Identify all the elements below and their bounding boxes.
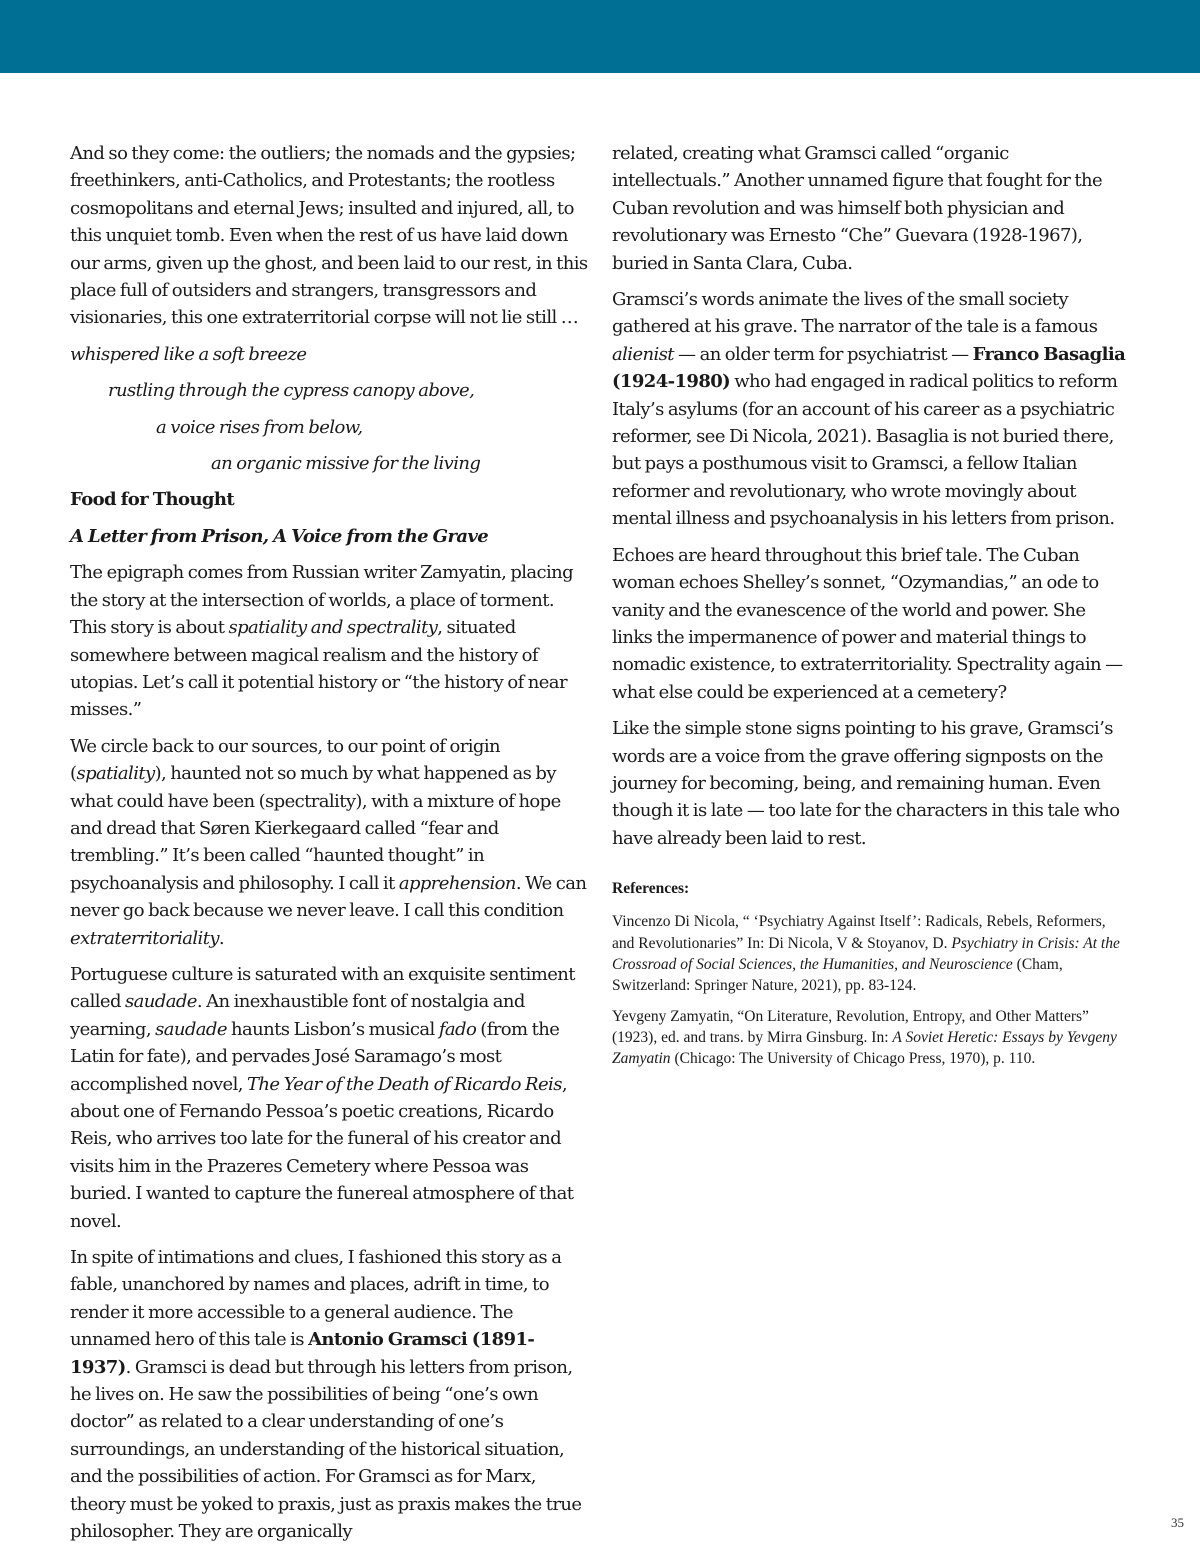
section-heading: Food for Thought — [70, 489, 235, 511]
poem-line: whispered like a soft breeze — [70, 343, 307, 365]
intro-paragraph: And so they come: the outliers; the nomads and the gypsies; freethinkers, anti-Catholics, and Protestants; the rootless cosmopolitans and eternal Jews; insulted and injured, all, to this unquiet tomb. Even when the rest of us have laid down our arms, given up the ghost, and been laid to our rest, in this place full of outsiders and strangers, transgressors and visionaries, this one extraterritorial corpse will not lie still … — [70, 143, 588, 329]
echoes-paragraph: Echoes are heard throughout this brief tale. The Cuban woman echoes Shelley’s sonnet, “Ozymandias,” an ode to vanity and the evanescence of the world and power. She links the impermanence of power and material things to nomadic existence, to extraterritoriality. Spectrality again — what else could be experienced at a cemetery? — [612, 544, 1123, 703]
words-paragraph: Gramsci’s words animate the lives of the small society gathered at his grave. The narrator of the tale is a famous alienist — an older term for psychiatrist — Franco Basaglia (1924-1980) who had engaged in radical politics to reform Italy’s asylums (for an account of his career as a psychiatric reformer, see Di Nicola, 2021). Basaglia is not buried there, but pays a posthumous visit to Gramsci, a fellow Italian reformer and revolutionary, who wrote movingly about mental illness and psychoanalysis in his letters from prison. — [612, 289, 1126, 530]
references — [612, 878, 1128, 1069]
circle-paragraph: We circle back to our sources, to our point of origin (spatiality), haunted not so much by what happened as by what could have been (spectrality), with a mixture of hope and dread that Søren Kierkegaard called “fear and trembling.” It’s been called “haunted thought” in psychoanalysis and philosophy. I call it apprehension. We can never go back because we never leave. I call this condition extraterritoriality. — [70, 735, 587, 949]
portuguese-paragraph: Portuguese culture is saturated with an exquisite sentiment called saudade. An inexhaustible font of nostalgia and yearning, saudade haunts Lisbon’s musical fado (from the Latin for fate), and pervades José Saramago’s most accomplished novel, The Year of the Death of Ricardo Reis, about one of Fernando Pessoa’s poetic creations, Ricardo Reis, who arrives too late for the funeral of his creator and visits him in the Prazeres Cemetery where Pessoa was buried. I wanted to capture the funereal atmosphere of that novel. — [70, 963, 575, 1232]
related-paragraph: related, creating what Gramsci called “organic intellectuals.” Another unnamed figure that fought for the Cuban revolution and was himself both physician and revolutionary was Ernesto “Che” Guevara (1928-1967), buried in Santa Clara, Cuba. — [612, 143, 1103, 274]
references-heading: References: — [612, 880, 690, 898]
page-number: 35 — [1171, 1515, 1184, 1530]
reference-entry: Yevgeny Zamyatin, “On Literature, Revolution, Entropy, and Other Matters” (1923), ed. and trans. by Mirra Ginsburg. In: A Soviet Heretic: Essays by Yevgeny Zamyatin (Chicago: The University of Chicago Press, 1970), p. 110. — [612, 1007, 1117, 1068]
spite-paragraph: In spite of intimations and clues, I fashioned this story as a fable, unanchored by names and places, adrift in time, to render it more accessible to a general audience. The unnamed hero of this tale is Antonio Gramsci (1891-1937). Gramsci is dead but through his letters from prison, he lives on. He saw the possibilities of being “one’s own doctor” as related to a clear understanding of one’s surroundings, an understanding of the historical situation, and the possibilities of action. For Gramsci as for Marx, theory must be yoked to praxis, just as praxis makes the true philosopher. They are organically — [70, 1247, 582, 1543]
header-bar — [0, 0, 1200, 73]
reference-entry: Vincenzo Di Nicola, “ ‘Psychiatry Against Itself’: Radicals, Rebels, Reformers, and Revolutionaries” In: Di Nicola, V & Stoyanov, D. Psychiatry in Crisis: At the Crossroad of Social Sciences, the Humanities, and Neuroscience (Cham, Switzerland: Springer Nature, 2021), pp. 83-124. — [612, 913, 1120, 995]
poem-line: an organic missive for the living — [211, 453, 481, 475]
epigraph-paragraph: The epigraph comes from Russian writer Zamyatin, placing the story at the intersection of worlds, a place of torment. This story is about spatiality and spectrality, situated somewhere between magical realism and the history of utopias. Let’s call it potential history or “the history of near misses.” — [70, 562, 574, 721]
section-subheading: A Letter from Prison, A Voice from the Grave — [70, 525, 489, 547]
poem — [70, 341, 590, 478]
poem-line: a voice rises from below, — [156, 416, 363, 438]
stone-paragraph: Like the simple stone signs pointing to his grave, Gramsci’s words are a voice from the grave offering signposts on the journey for becoming, being, and remaining human. Even though it is late — too late for the characters in this tale who have already been laid to rest. — [612, 718, 1120, 849]
right-column — [612, 140, 1128, 1079]
left-column — [70, 140, 590, 1555]
poem-line: rustling through the cypress canopy above, — [108, 380, 475, 402]
